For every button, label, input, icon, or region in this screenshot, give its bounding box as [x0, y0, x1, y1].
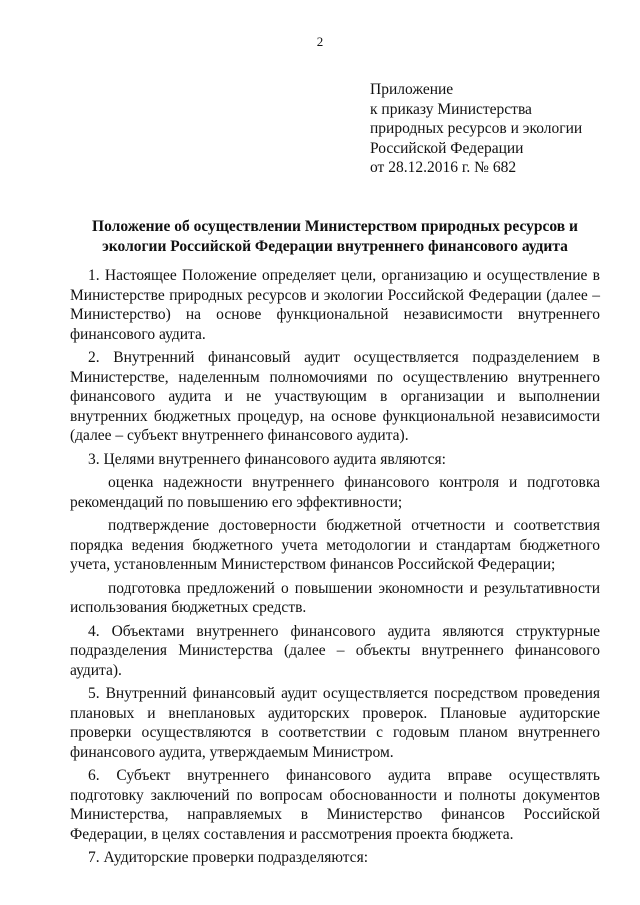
- annex-line: Российской Федерации: [370, 139, 524, 157]
- sub-paragraph: подтверждение достоверности бюджетной отчетности и соответствия порядка ведения бюджетного учета методологии и стандартам бюджетного учета, установленным Министерством финансов Российской Федерации;: [70, 517, 600, 573]
- annex-line: Приложение: [370, 81, 454, 98]
- paragraph: 3. Целями внутреннего финансового аудита являются:: [88, 450, 446, 468]
- paragraph: 5. Внутренний финансовый аудит осуществляется посредством проведения плановых и внеплановых аудиторских проверок. Плановые аудиторские проверки осуществляются в соответствии с годовым планом внутреннего финансового аудита, утверждаемым Министром.: [70, 685, 600, 761]
- paragraph: 6. Субъект внутреннего финансового аудита вправе осуществлять подготовку заключений по вопросам обоснованности и полноты документов Министерства, направляемых в Министерство финансов Российской Федерации, в целях составления и рассмотрения проекта бюджета.: [70, 767, 600, 843]
- paragraph: 4. Объектами внутреннего финансового аудита являются структурные подразделения Министерства (далее – объекты внутреннего финансового аудита).: [70, 622, 600, 679]
- sub-paragraph: подготовка предложений о повышении экономности и результативности использования бюджетных средств.: [70, 579, 600, 616]
- paragraph: 2. Внутренний финансовый аудит осуществляется подразделением в Министерстве, наделенным полномочиями по осуществлению внутреннего финансового аудита и не участвующим в организации и выполнении внутренних бюджетных процедур, на основе функциональной независимости (далее – субъект внутреннего финансового аудита).: [70, 349, 600, 444]
- annex-line: от 28.12.2016 г. № 682: [370, 159, 517, 176]
- page-number: 2: [316, 34, 324, 49]
- sub-paragraph: оценка надежности внутреннего финансового контроля и подготовка рекомендаций по повышению его эффективности;: [70, 474, 600, 511]
- paragraph: 1. Настоящее Положение определяет цели, организацию и осуществление в Министерстве природных ресурсов и экологии Российской Федерации (далее – Министерство) на основе функциональной независимости внутреннего финансового аудита.: [70, 267, 600, 343]
- document-body: [70, 266, 600, 872]
- annex-line: к приказу Министерства: [370, 100, 532, 118]
- paragraph: 7. Аудиторские проверки подразделяются:: [88, 849, 368, 866]
- annex-line: природных ресурсов и экологии: [370, 120, 583, 137]
- annex-block: [370, 80, 620, 178]
- document-title: Положение об осуществлении Министерством природных ресурсов и экологии Российской Федерации внутреннего финансового аудита: [92, 218, 578, 255]
